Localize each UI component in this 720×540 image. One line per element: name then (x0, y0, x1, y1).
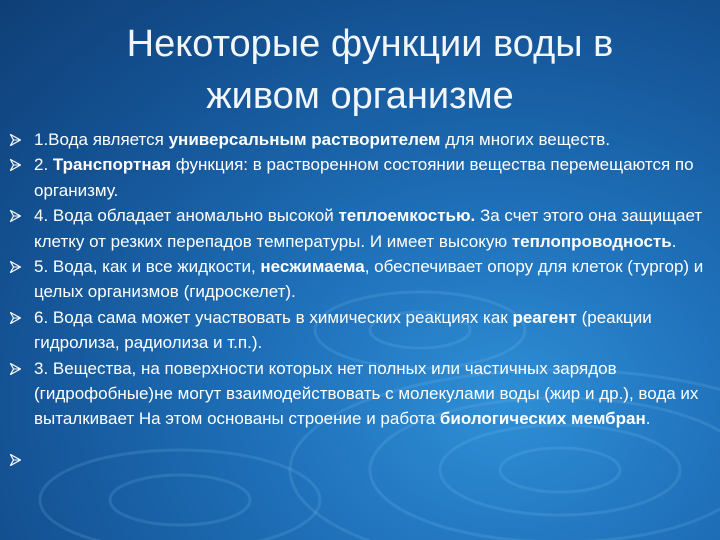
slide-title (0, 18, 720, 122)
bullet-item (10, 203, 710, 254)
arrowhead-bullet-icon (10, 254, 24, 279)
arrowhead-bullet-icon (10, 305, 24, 330)
bullet-text: . (645, 409, 651, 429)
bullet-text: , обеспечивает опору для клеток (тургор) и целых организмов (гидроскелет). (34, 257, 704, 302)
bullet-item (10, 152, 710, 203)
bullet-item (10, 447, 710, 472)
bullet-text: для многих веществ. (440, 130, 611, 149)
bullet-text: 3. Вещества, на поверхности которых нет полных или частичных зарядов (гидрофобные)не могут взаимодействовать с молекулами воды (жир и др.), вода их выталкивает На этом основаны строение и работа (34, 358, 699, 429)
bullet-emphasis-text: универсальным растворителем (168, 130, 441, 149)
bullet-text: За счет этого она защищает клетку от резких перепадов температуры. И имеет высокую (34, 206, 703, 251)
bullet-emphasis-text: реагент (512, 307, 577, 327)
bullet-text: 5. Вода, как и все жидкости, (34, 257, 261, 277)
bullet-item (10, 127, 710, 152)
bullet-text: . (671, 231, 677, 251)
bullet-emphasis-text: теплоемкостью. (338, 206, 476, 226)
bullet-emphasis-text: биологических мембран (439, 409, 646, 429)
title-line-1: Некоторые функции воды в (126, 23, 614, 65)
arrowhead-bullet-icon (10, 356, 24, 381)
arrowhead-bullet-icon (10, 152, 24, 177)
bullet-emphasis-text: несжимаема (260, 257, 365, 277)
bullet-emphasis-text: теплопроводность (511, 231, 672, 251)
arrowhead-bullet-icon (10, 447, 24, 472)
bullet-emphasis-text: Транспортная (52, 155, 171, 175)
bullet-item (10, 305, 710, 356)
arrowhead-bullet-icon (10, 127, 24, 152)
bullet-text: 1.Вода является (34, 130, 169, 149)
bullet-item (10, 356, 710, 432)
bullet-text: (реакции гидролиза, радиолиза и т.п.). (34, 307, 652, 353)
bullet-text: функция: в растворенном состоянии вещества перемещаются по организму. (34, 155, 694, 200)
arrowhead-bullet-icon (10, 203, 24, 228)
bullet-item (10, 254, 710, 305)
bullet-text: 6. Вода сама может участвовать в химических реакциях как (34, 307, 513, 327)
bullet-list (10, 127, 710, 472)
title-line-2: живом организме (206, 75, 514, 117)
bullet-text: 4. Вода обладает аномально высокой (34, 206, 339, 226)
bullet-text: 2. (34, 155, 53, 175)
